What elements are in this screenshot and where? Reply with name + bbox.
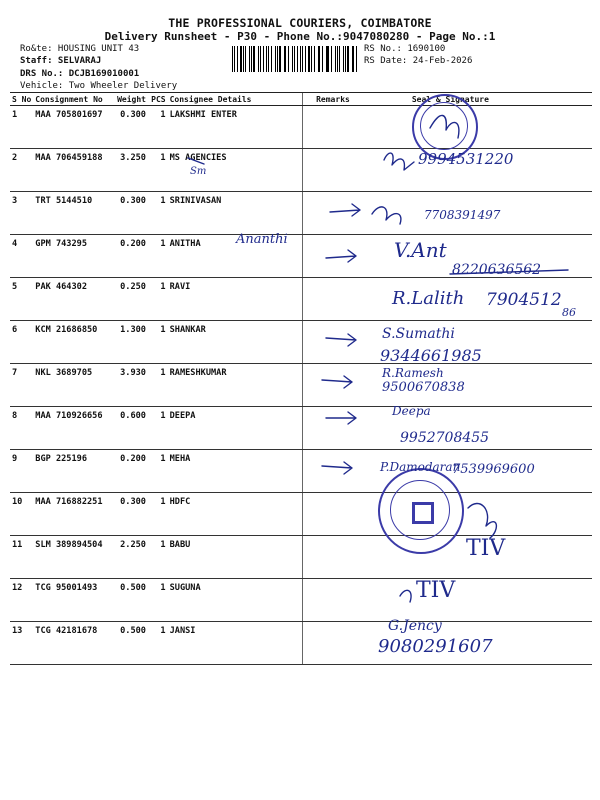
cell-consignment-no: SLM 389894504: [33, 536, 112, 579]
hw-r5-phone: 8220636562: [452, 262, 542, 278]
cell-pcs: 1: [148, 149, 168, 192]
cell-consignment-no: MAA 716882251: [33, 493, 112, 536]
cell-weight: 1.300: [113, 321, 148, 364]
route: Ro&te: HOUSING UNIT 43: [20, 44, 140, 54]
hw-r9-phone: 7539969600: [452, 462, 535, 477]
cell-consignee: JANSI: [168, 622, 303, 665]
cell-consignee: SUGUNA: [168, 579, 303, 622]
hw-r2-phone: 9994531220: [418, 150, 514, 168]
hw-r6-phone: 9344661985: [380, 346, 482, 365]
cell-pcs: 1: [148, 536, 168, 579]
hw-r6-sig: S.Sumathi: [382, 326, 455, 342]
cell-weight: 2.250: [113, 536, 148, 579]
cell-pcs: 1: [148, 364, 168, 407]
cell-weight: 0.500: [113, 622, 148, 665]
cell-pcs: 1: [148, 450, 168, 493]
cell-pcs: 1: [148, 622, 168, 665]
hw-r13-phone: 9080291607: [378, 636, 493, 657]
cell-consignee: DEEPA: [168, 407, 303, 450]
cell-consignee: BABU: [168, 536, 303, 579]
hw-r12-sig: TIV: [416, 578, 456, 603]
cell-consignment-no: TCG 95001493: [33, 579, 112, 622]
cell-consignment-no: MAA 705801697: [33, 106, 112, 149]
col-consignee: Consignee Details: [168, 93, 303, 106]
cell-weight: 0.300: [113, 106, 148, 149]
hw-r13-sig: G.Jency: [388, 618, 442, 634]
col-sno: S No: [12, 94, 32, 104]
col-weight: Weight: [113, 93, 148, 106]
vehicle: Vehicle: Two Wheeler Delivery: [20, 81, 178, 91]
hw-r5-suffix: 86: [562, 306, 576, 319]
cell-weight: 0.200: [113, 450, 148, 493]
cell-consignment-no: PAK 464302: [33, 278, 112, 321]
cell-consignee: LAKSHMI ENTER: [168, 106, 303, 149]
drs-number: DRS No.: DCJB169010001: [20, 69, 140, 79]
cell-consignment-no: MAA 710926656: [33, 407, 112, 450]
cell-sno: 13: [10, 622, 33, 665]
cell-weight: 0.300: [113, 192, 148, 235]
cell-pcs: 1: [148, 106, 168, 149]
cell-pcs: 1: [148, 493, 168, 536]
cell-consignee: MEHA: [168, 450, 303, 493]
cell-sno: 11: [10, 536, 33, 579]
cell-weight: 0.200: [113, 235, 148, 278]
col-seal-signature: Seal & Signature: [352, 93, 592, 106]
hw-r9-sig: P.Damodaran: [380, 460, 461, 474]
cell-pcs: 1: [148, 321, 168, 364]
hw-r3-phone: 7708391497: [424, 208, 501, 222]
cell-sno: 3: [10, 192, 33, 235]
cell-pcs: 1: [148, 278, 168, 321]
hw-r7-sig: R.Ramesh: [382, 366, 444, 380]
cell-consignment-no: MAA 706459188: [33, 149, 112, 192]
cell-consignee: RAMESHKUMAR: [168, 364, 303, 407]
cell-consignment-no: TCG 42181678: [33, 622, 112, 665]
hw-r4-sig: V.Ant: [394, 238, 447, 262]
hw-r11-sig: TIV: [466, 536, 506, 561]
cell-weight: 0.500: [113, 579, 148, 622]
cell-sno: 10: [10, 493, 33, 536]
hw-r5-phone2: 7904512: [486, 290, 562, 310]
cell-sno: 9: [10, 450, 33, 493]
cell-sno: 8: [10, 407, 33, 450]
company-title: THE PROFESSIONAL COURIERS, COIMBATORE: [168, 16, 432, 30]
cell-consignee: SRINIVASAN: [168, 192, 303, 235]
cell-consignment-no: TRT 5144510: [33, 192, 112, 235]
cell-weight: 3.250: [113, 149, 148, 192]
cell-sno: 5: [10, 278, 33, 321]
cell-sno: 6: [10, 321, 33, 364]
rs-number: RS No.: 1690100: [364, 44, 446, 54]
hw-r2-note: Sm: [190, 166, 207, 177]
cell-consignee: RAVI: [168, 278, 303, 321]
staff: Staff: SELVARAJ: [20, 56, 102, 66]
cell-consignee: ANITHA: [168, 235, 303, 278]
cell-sno: 12: [10, 579, 33, 622]
cell-pcs: 1: [148, 579, 168, 622]
cell-sno: 7: [10, 364, 33, 407]
cell-consignee: SHANKAR: [168, 321, 303, 364]
cell-weight: 0.250: [113, 278, 148, 321]
cell-pcs: 1: [148, 192, 168, 235]
cell-sno: 4: [10, 235, 33, 278]
hw-r8-sig: Deepa: [392, 404, 431, 418]
runsheet-line: Delivery Runsheet - P30 - Phone No.:9047080280 - Page No.:1: [104, 30, 496, 43]
col-pcs: PCS: [148, 93, 168, 106]
cell-weight: 0.600: [113, 407, 148, 450]
cell-sno: 2: [10, 149, 33, 192]
cell-consignee: MS AGENCIES: [168, 149, 303, 192]
cell-consignment-no: NKL 3689705: [33, 364, 112, 407]
col-remarks: Remarks: [303, 93, 352, 106]
hw-r5-sig: R.Lalith: [392, 288, 465, 309]
hw-r7-phone: 9500670838: [382, 380, 465, 395]
cell-consignment-no: KCM 21686850: [33, 321, 112, 364]
cell-weight: 0.300: [113, 493, 148, 536]
rs-date: RS Date: 24-Feb-2026: [364, 56, 473, 66]
cell-consignment-no: BGP 225196: [33, 450, 112, 493]
cell-consignment-no: GPM 743295: [33, 235, 112, 278]
col-consignment: Consignment No: [33, 93, 112, 106]
cell-consignee: HDFC: [168, 493, 303, 536]
cell-pcs: 1: [148, 407, 168, 450]
hw-r4-name: Ananthi: [236, 232, 288, 247]
cell-weight: 3.930: [113, 364, 148, 407]
cell-sno: 1: [10, 106, 33, 149]
hw-r8-phone: 9952708455: [400, 430, 490, 446]
cell-pcs: 1: [148, 235, 168, 278]
